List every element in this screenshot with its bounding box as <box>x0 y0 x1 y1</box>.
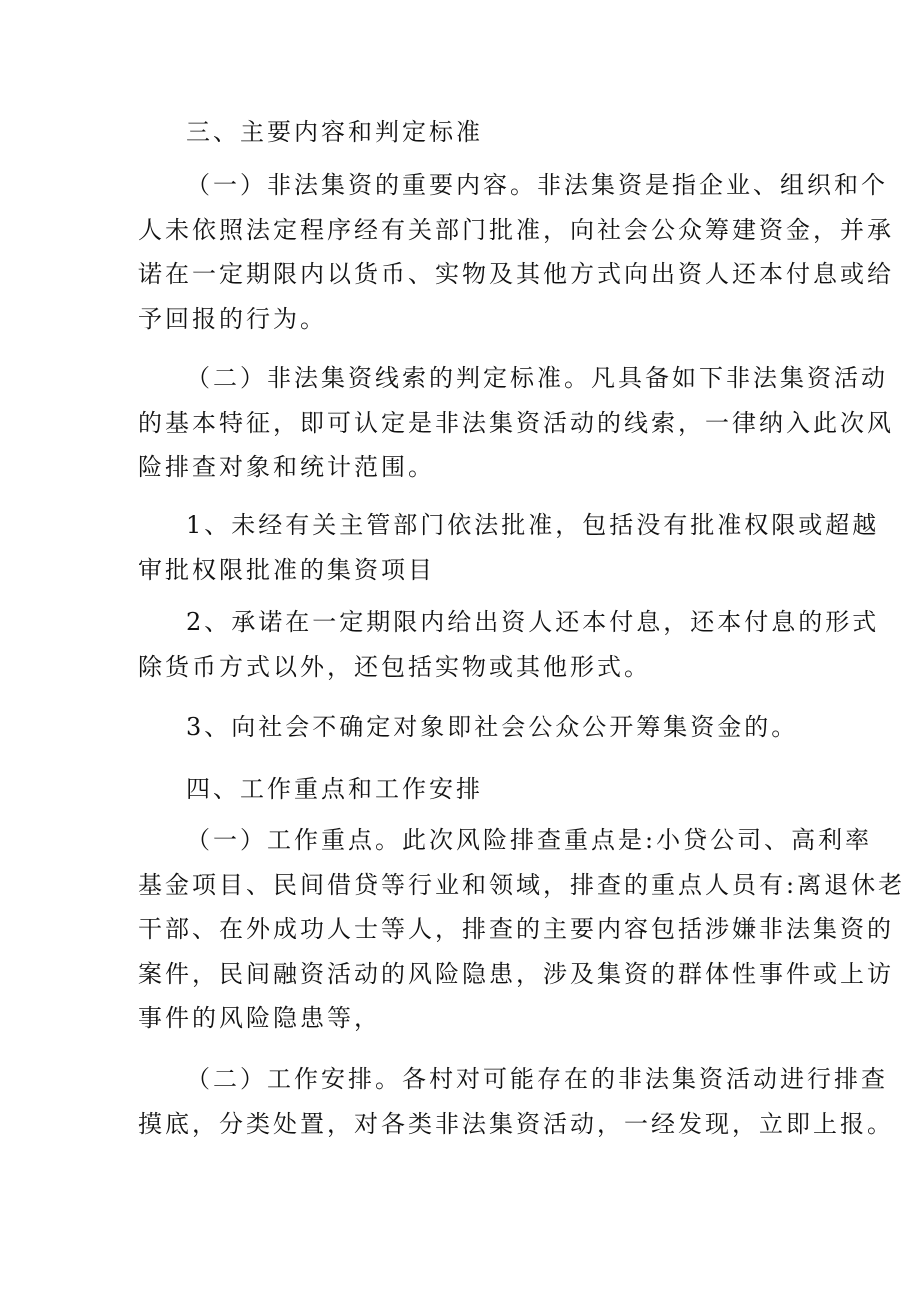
paragraph-line: 险排查对象和统计范围。 <box>138 453 435 481</box>
paragraph-line: 诺在一定期限内以货币、实物及其他方式向出资人还本付息或给 <box>138 260 894 288</box>
paragraph-line: （二）工作安排。各村对可能存在的非法集资活动进行排查 <box>186 1065 888 1093</box>
section-4-paragraph-1 <box>138 818 906 1041</box>
section-4-heading-block <box>138 767 788 812</box>
paragraph-line: 基金项目、民间借贷等行业和领域，排查的重点人员有:离退休老 <box>138 870 906 899</box>
section-3-paragraph-2 <box>138 356 894 490</box>
paragraph-line: 审批权限批准的集资项目 <box>138 555 435 584</box>
paragraph-line: 人未依照法定程序经有关部门批准，向社会公众筹建资金，并承 <box>138 215 894 244</box>
paragraph-line: 事件的风险隐患等， <box>138 1004 381 1032</box>
section-4-heading: 四、工作重点和工作安排 <box>186 775 483 803</box>
paragraph-line: 1、未经有关主管部门依法批准，包括没有批准权限或超越 <box>186 511 880 539</box>
paragraph-line: 2、承诺在一定期限内给出资人还本付息，还本付息的形式 <box>186 608 880 636</box>
section-3-paragraph-1 <box>138 163 894 341</box>
section-3-heading-block <box>138 110 788 155</box>
section-4-paragraph-2 <box>138 1057 894 1146</box>
criteria-item-3 <box>138 705 799 750</box>
paragraph-line: 除货币方式以外，还包括实物或其他形式。 <box>138 652 651 681</box>
paragraph-line: （一）非法集资的重要内容。非法集资是指企业、组织和个 <box>186 171 888 199</box>
paragraph-line: 摸底，分类处置，对各类非法集资活动，一经发现，立即上报。 <box>138 1109 894 1138</box>
paragraph-line: 干部、在外成功人士等人，排查的主要内容包括涉嫌非法集资的 <box>138 915 894 943</box>
paragraph-line: 案件，民间融资活动的风险隐患，涉及集资的群体性事件或上访 <box>138 959 894 988</box>
paragraph-line: （二）非法集资线索的判定标准。凡具备如下非法集资活动 <box>186 364 888 392</box>
paragraph-line: 的基本特征，即可认定是非法集资活动的线索，一律纳入此次风 <box>138 408 894 437</box>
paragraph-line: 予回报的行为。 <box>138 304 327 333</box>
section-3-heading: 三、主要内容和判定标准 <box>186 118 483 146</box>
criteria-item-1 <box>138 503 880 592</box>
criteria-item-2 <box>138 600 880 689</box>
paragraph-line: 3、向社会不确定对象即社会公众公开筹集资金的。 <box>186 713 799 741</box>
paragraph-line: （一）工作重点。此次风险排查重点是:小贷公司、高利率 <box>186 826 873 854</box>
